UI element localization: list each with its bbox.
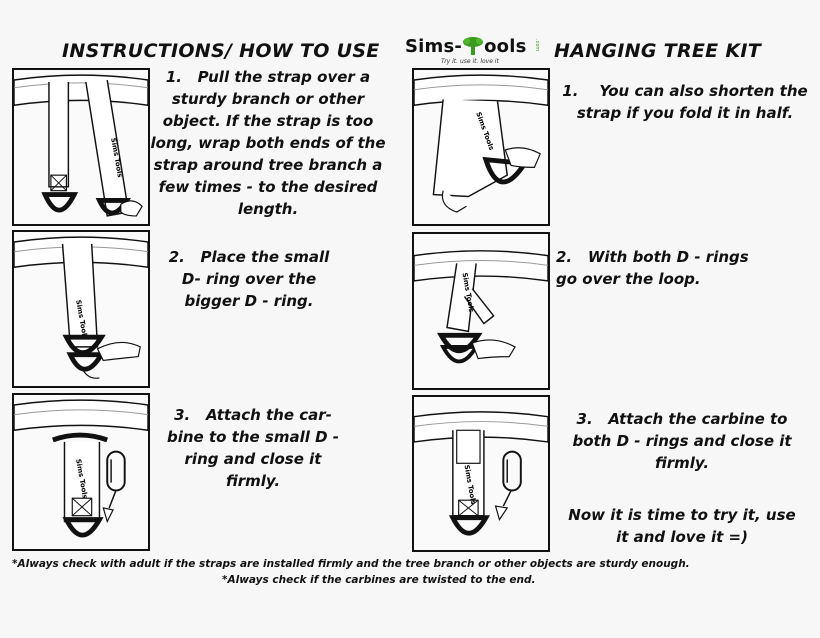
logo-name (405, 36, 527, 57)
logo-dotcom: .com (534, 39, 540, 52)
logo-name-start: Sims- (405, 36, 463, 57)
footnote-adult-check: *Always check with adult if the straps are installed firmly and the tree branch or other objects are sturdy enough. (12, 558, 690, 570)
left-step-3 (156, 404, 350, 492)
illustration-right-3 (412, 395, 550, 552)
right-step-3 (556, 408, 808, 474)
logo-name-end: ools (484, 36, 527, 57)
illustration-right-1 (412, 68, 550, 226)
illustration-left-1 (12, 68, 150, 226)
illustration-left-3 (12, 393, 150, 551)
sims-tools-logo (405, 36, 540, 68)
right-step-1 (556, 80, 814, 124)
right-step-2-number: 2. (556, 248, 573, 266)
strap-label-left-2: Sims Tools (74, 299, 90, 341)
right-step-2-text: With both D - rings go over the loop. (556, 248, 749, 288)
right-step-2 (556, 246, 756, 290)
strap-label-right-1: Sims Tools (474, 110, 496, 152)
strap-label-left-1: Sims Tools (109, 137, 124, 179)
right-step-1-text: You can also shorten the strap if you fold it in half. (576, 82, 808, 122)
right-step-1-number: 1. (562, 82, 579, 100)
logo-tagline: Try it. use it. love it (441, 58, 499, 65)
right-step-3-number: 3. (576, 410, 593, 428)
left-step-2-text: Place the small D- ring over the bigger D - ring. (181, 248, 330, 310)
left-step-1-text: Pull the strap over a sturdy branch or other object. If the strap is too long, wrap both ends of the strap around tree branch a few times - to the desired length. (150, 68, 386, 218)
strap-label-left-3: Sims Tools (74, 458, 90, 500)
left-step-2-number: 2. (168, 248, 185, 266)
illustration-left-2 (12, 230, 150, 388)
tree-t-icon (462, 36, 484, 56)
left-step-1 (150, 66, 386, 220)
closing-message: Now it is time to try it, use it and love it =) (568, 506, 796, 546)
left-step-2 (160, 246, 338, 312)
illustration-right-2 (412, 232, 550, 390)
instructions-title: INSTRUCTIONS/ HOW TO USE (62, 40, 380, 62)
right-step-3-text: Attach the carbine to both D - rings and close it firmly. (572, 410, 792, 472)
kit-title: HANGING TREE KIT (554, 40, 761, 62)
left-step-3-text: Attach the car- bine to the small D - ring and close it firmly. (167, 406, 339, 490)
strap-label-right-2: Sims Tools (460, 272, 476, 313)
strap-label-right-3: Sims Tools (462, 464, 478, 506)
left-step-3-number: 3. (174, 406, 191, 424)
left-step-1-number: 1. (165, 68, 182, 86)
footnote-carbine-check: *Always check if the carbines are twisted to the end. (222, 574, 536, 586)
